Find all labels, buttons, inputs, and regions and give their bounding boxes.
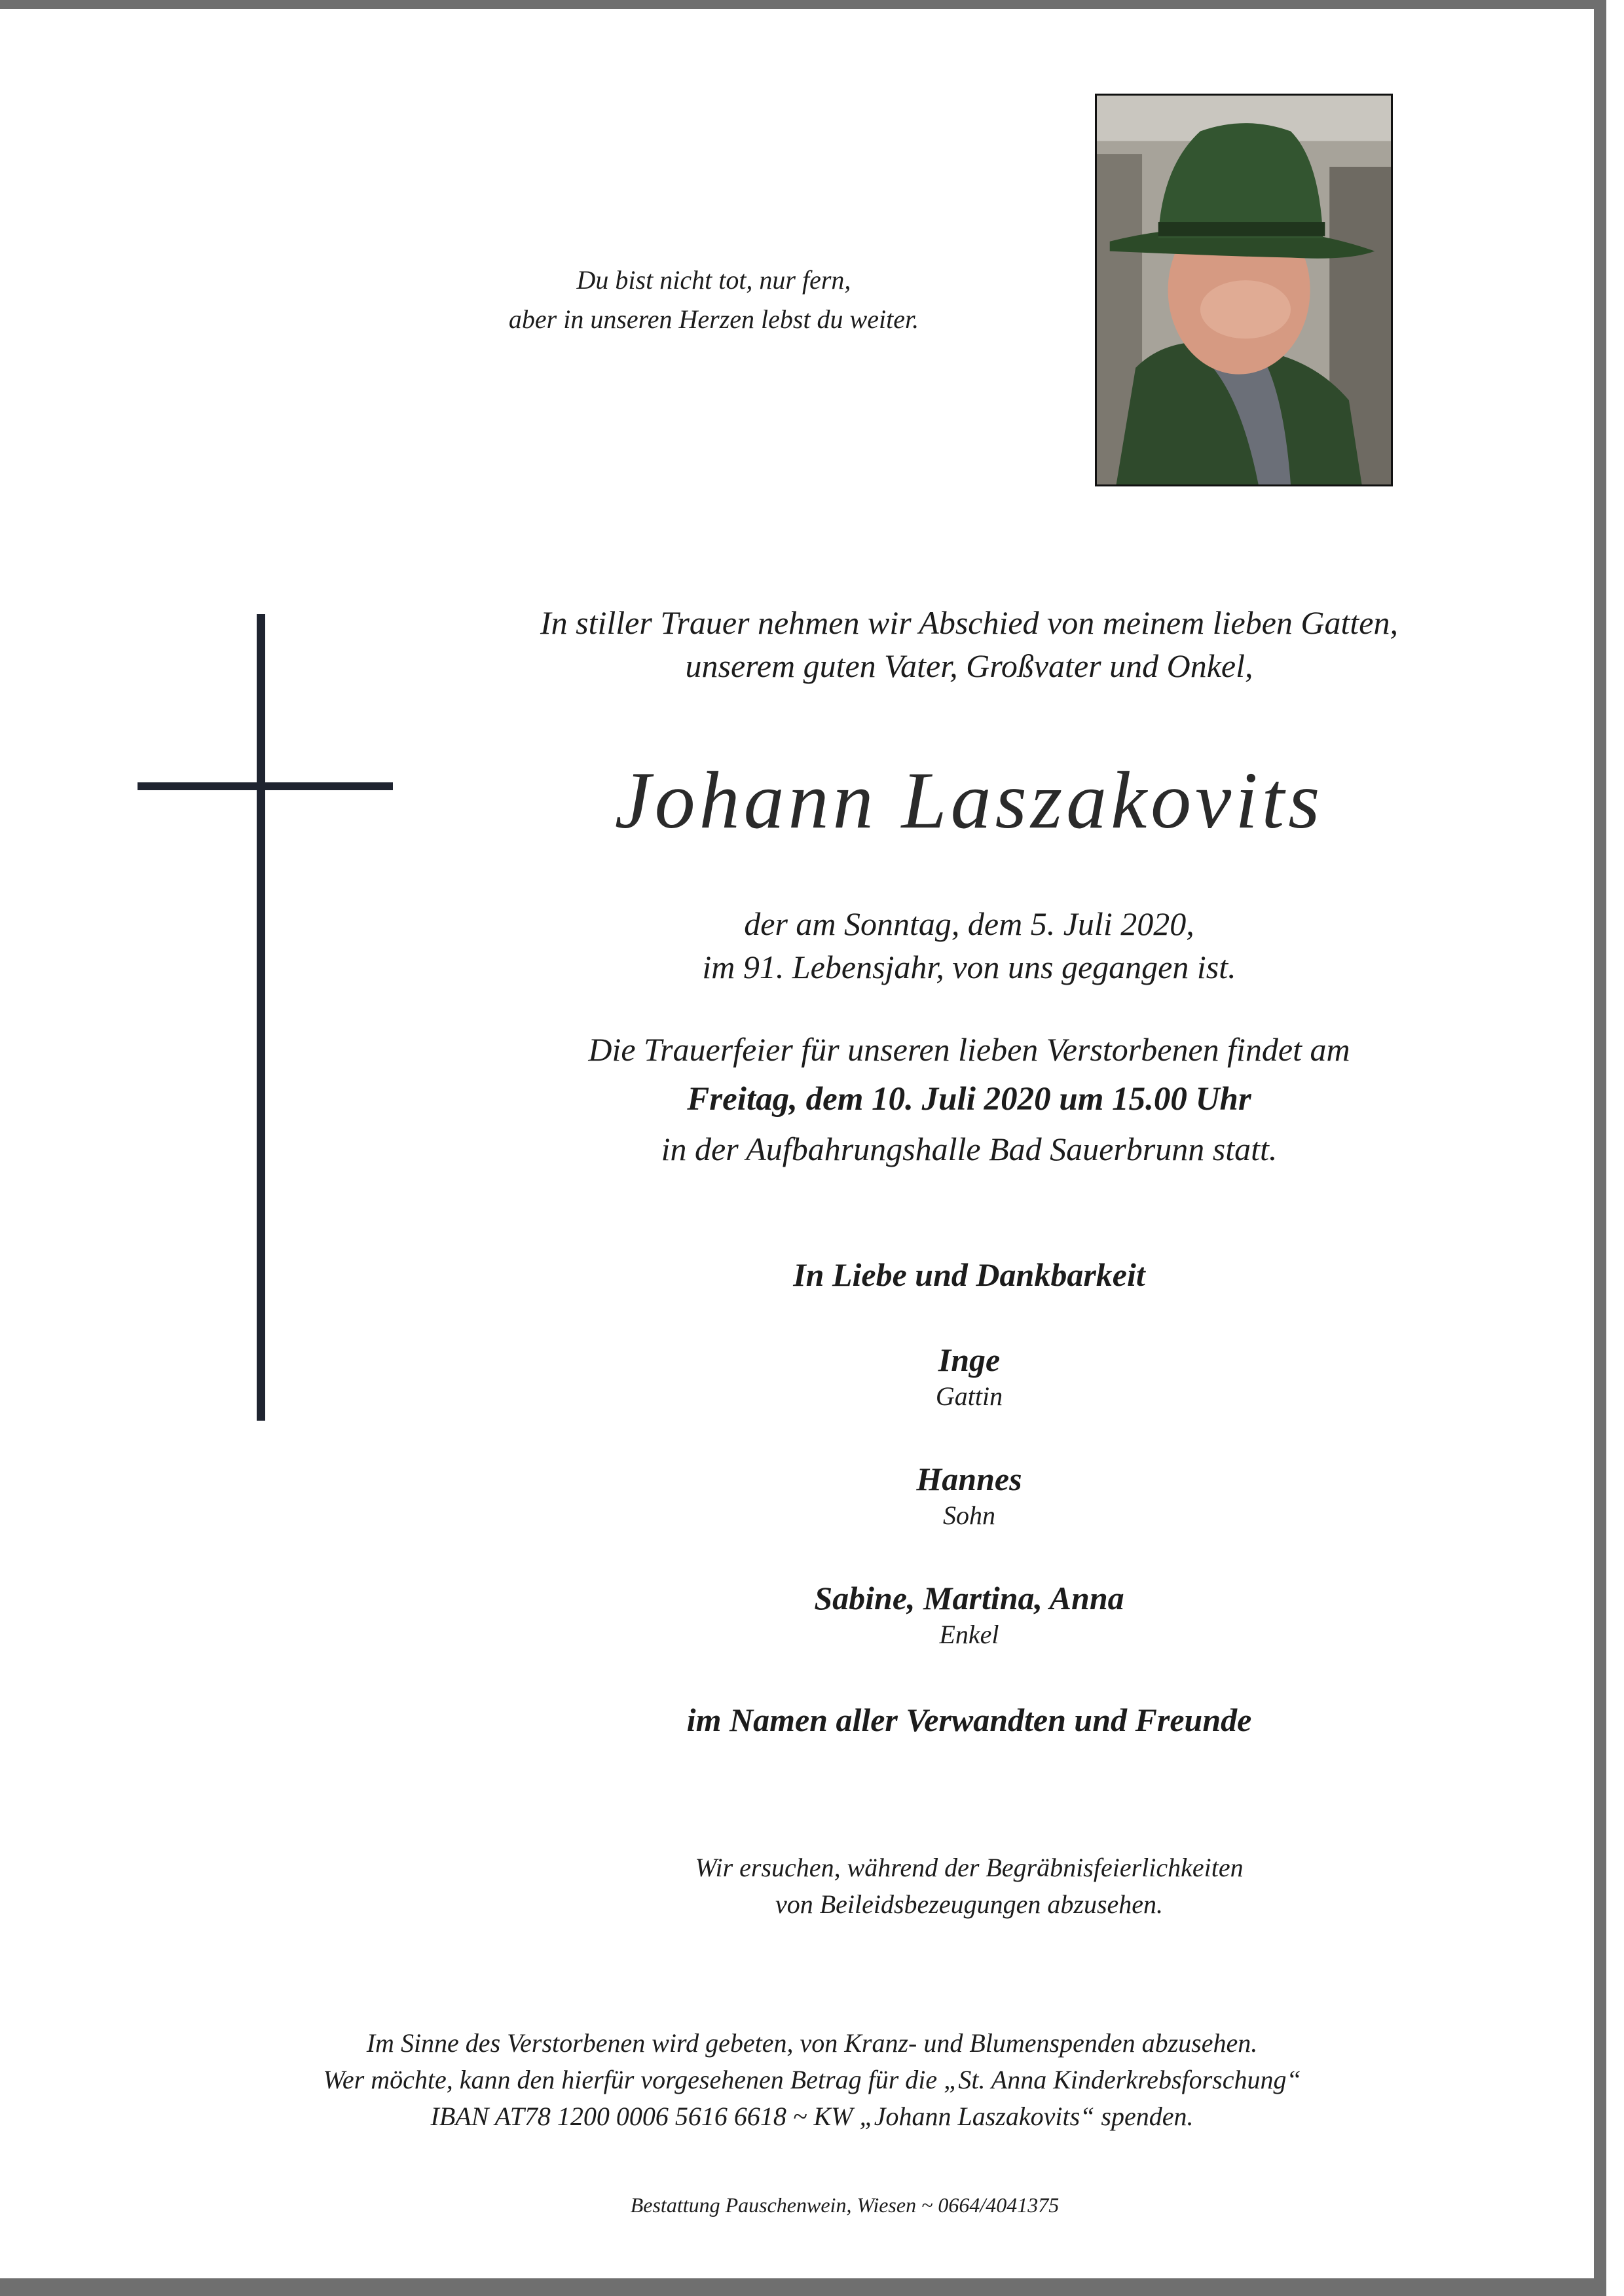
mourners-closing: im Namen aller Verwandten und Freunde [686, 1702, 1252, 1738]
death-line-2: im 91. Lebensjahr, von uns gegangen ist. [702, 949, 1236, 985]
deceased-name: Johann Laszakovits [614, 756, 1324, 845]
request-line-2: von Beileidsbezeugungen abzusehen. [775, 1889, 1164, 1919]
ceremony-intro: Die Trauerfeier für unseren lieben Verstorbenen findet am [588, 1031, 1350, 1068]
ceremony-date: Freitag, dem 10. Juli 2020 um 15.00 Uhr [687, 1081, 1251, 1118]
motto-line-2: aber in unseren Herzen lebst du weiter. [508, 304, 919, 334]
ceremony-place: in der Aufbahrungshalle Bad Sauerbrunn statt. [661, 1131, 1278, 1167]
intro-line-1: In stiller Trauer nehmen wir Abschied von meinem lieben Gatten, [540, 604, 1398, 641]
family-member [393, 1578, 1545, 1651]
family-member-name: Sabine, Martina, Anna [814, 1580, 1124, 1616]
condolence-request [524, 1850, 1414, 1923]
family-member-role: Sohn [943, 1501, 995, 1530]
donation-line-1: Im Sinne des Verstorbenen wird gebeten, von Kranz- und Blumenspenden abzusehen. [366, 2028, 1258, 2058]
death-notice [393, 902, 1545, 989]
latin-cross-icon [257, 614, 265, 1421]
motto [426, 261, 1002, 339]
request-line-1: Wir ersuchen, während der Begräbnisfeierlichkeiten [695, 1853, 1244, 1882]
family-member-name: Inge [938, 1341, 1001, 1378]
family-member [393, 1459, 1545, 1532]
donation-line-2: Wer möchte, kann den hierfür vorgesehenen Betrag für die „St. Anna Kinderkrebsforschung“ [323, 2065, 1301, 2094]
death-line-1: der am Sonntag, dem 5. Juli 2020, [744, 905, 1194, 942]
donation-note [98, 2025, 1526, 2135]
mourners-heading: In Liebe und Dankbarkeit [793, 1256, 1145, 1293]
family-member [393, 1339, 1545, 1413]
page-frame-bottom [0, 2278, 1606, 2296]
page-frame-top [0, 0, 1606, 9]
page-frame-right [1594, 0, 1606, 2296]
motto-line-1: Du bist nicht tot, nur fern, [576, 265, 851, 295]
portrait-photo [1095, 94, 1393, 486]
intro-text [393, 601, 1545, 687]
donation-line-3: IBAN AT78 1200 0006 5616 6618 ~ KW „Johann Laszakovits“ spenden. [430, 2102, 1194, 2131]
undertaker-footer: Bestattung Pauschenwein, Wiesen ~ 0664/4041375 [630, 2193, 1060, 2217]
family-member-role: Enkel [939, 1620, 999, 1649]
intro-line-2: unserem guten Vater, Großvater und Onkel, [685, 647, 1253, 684]
family-member-name: Hannes [916, 1461, 1022, 1497]
latin-cross-crossbar [138, 782, 393, 790]
family-member-role: Gattin [935, 1381, 1003, 1411]
